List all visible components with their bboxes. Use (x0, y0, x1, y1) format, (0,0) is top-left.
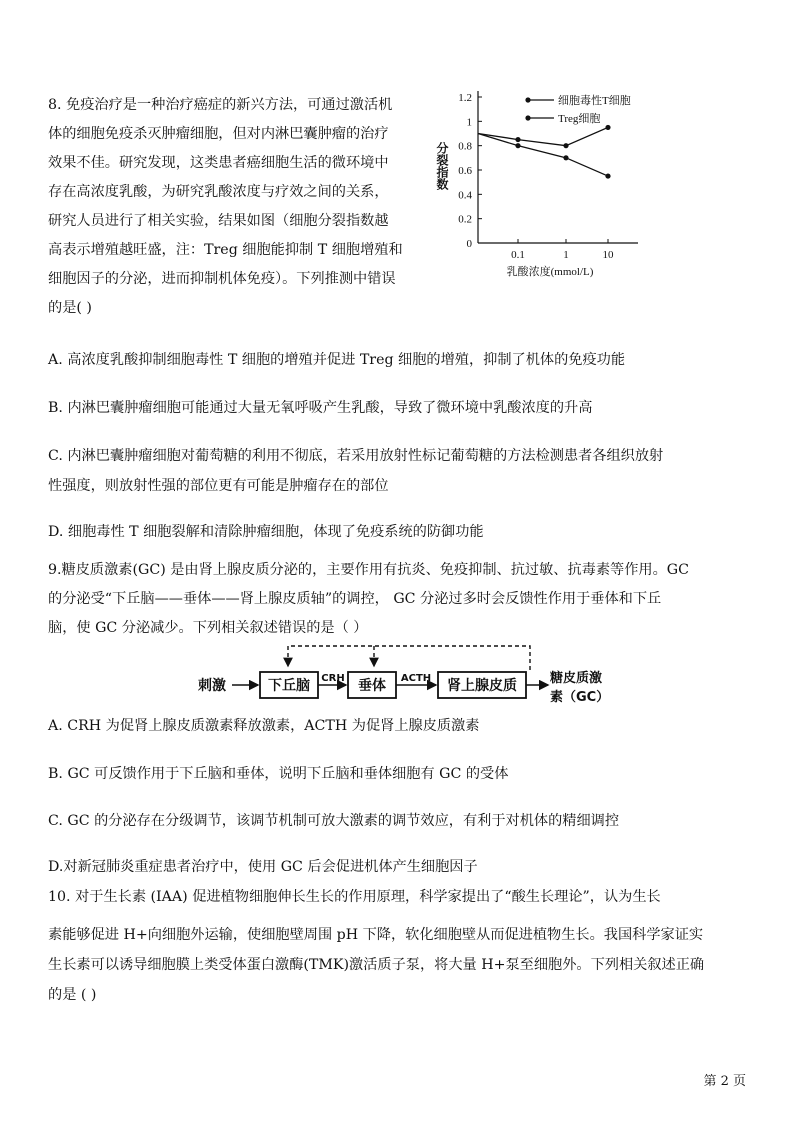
crh-label: CRH (321, 673, 345, 684)
q8-option-c: C. 内淋巴囊肿瘤细胞对葡萄糖的利用不彻底，若采用放射性标记葡萄糖的方法检测患者各组织放射 (48, 448, 664, 464)
q8-option-d: D. 细胞毒性 T 细胞裂解和清除肿瘤细胞，体现了免疫系统的防御功能 (48, 524, 484, 540)
adrenal-cortex-label: 肾上腺皮质 (447, 678, 517, 694)
data-point (605, 125, 610, 130)
q8-line: 效果不佳。研究发现，这类患者癌细胞生活的微环境中 (48, 155, 389, 171)
q10-line: 素能够促进 H+向细胞外运输，使细胞壁周围 pH 下降，软化细胞壁从而促进植物生长。我国科学家证实 (48, 927, 704, 943)
q8-line: 的是( ) (48, 300, 92, 316)
q10-line: 生长素可以诱导细胞膜上类受体蛋白激酶(TMK)激活质子泵，将大量 H+泵至细胞外。下列相关叙述正确 (48, 957, 705, 973)
pituitary-label: 垂体 (358, 678, 386, 694)
y-axis (458, 91, 482, 250)
q8-line: 高表示增殖越旺盛，注：Treg 细胞能抑制 T 细胞增殖和 (48, 242, 403, 258)
legend-marker (525, 97, 530, 102)
legend-label: Treg细胞 (558, 113, 601, 125)
x-tick-label: 0.1 (511, 249, 525, 261)
q8-option-c-cont: 性强度，则放射性强的部位更有可能是肿瘤存在的部位 (48, 478, 389, 494)
division-index-chart (420, 80, 660, 290)
series-group (478, 125, 611, 179)
page-number: 第 2 页 (703, 1074, 746, 1089)
q9-option-c: C. GC 的分泌存在分级调节，该调节机制可放大激素的调节效应，有利于对机体的精细调控 (48, 813, 620, 829)
legend (525, 93, 630, 125)
q8-line: 存在高浓度乳酸，为研究乳酸浓度与疗效之间的关系， (48, 184, 389, 200)
y-tick-label: 1.2 (458, 92, 472, 104)
data-point (515, 143, 520, 148)
q8-line: 细胞因子的分泌，进而抑制机体免疫）。下列推测中错误 (48, 271, 396, 287)
x-tick-label: 10 (602, 249, 614, 261)
legend-marker (525, 115, 530, 120)
data-point (563, 143, 568, 148)
x-axis-label: 乳酸浓度(mmol/L) (506, 266, 594, 278)
y-tick-label: 0.4 (458, 189, 472, 202)
q9-line: 9.糖皮质激素(GC) 是由肾上腺皮质分泌的，主要作用有抗炎、免疫抑制、抗过敏、抗毒素等作用。GC (48, 562, 689, 578)
gc-label-2: 素（GC） (550, 690, 610, 705)
q9-option-b: B. GC 可反馈作用于下丘脑和垂体，说明下丘脑和垂体细胞有 GC 的受体 (48, 766, 509, 782)
x-axis (478, 239, 638, 261)
q10-line: 10. 对于生长素 (IAA) 促进植物细胞伸长生长的作用原理，科学家提出了“酸生长理论”，认为生长 (48, 889, 661, 905)
data-point (563, 155, 568, 160)
stimulus-label: 刺激 (198, 678, 226, 694)
q8-line: 研究人员进行了相关实验，结果如图（细胞分裂指数越 (48, 213, 389, 229)
y-tick-label: 0.2 (458, 213, 472, 226)
y-tick-label: 0.6 (458, 165, 472, 177)
y-tick-label: 0 (466, 238, 472, 250)
series-line (478, 134, 608, 177)
data-point (515, 137, 520, 142)
hypothalamus-label: 下丘脑 (268, 678, 310, 694)
y-tick-label: 1 (466, 116, 472, 129)
q9-line: 脑，使 GC 分泌减少。下列相关叙述错误的是（ ） (48, 620, 368, 636)
q10-line: 的是 ( ) (48, 987, 97, 1003)
feedback-line (288, 646, 530, 670)
acth-label: ACTH (400, 673, 432, 684)
q9-option-a: A. CRH 为促肾上腺皮质激素释放激素，ACTH 为促肾上腺皮质激素 (48, 718, 480, 734)
gc-label-1: 糖皮质激 (550, 671, 603, 686)
hpa-axis-diagram (198, 640, 618, 710)
series-line (478, 127, 608, 145)
q8-line: 体的细胞免疫杀灭肿瘤细胞，但对内淋巴囊肿瘤的治疗 (48, 126, 389, 142)
q8-option-a: A. 高浓度乳酸抑制细胞毒性 T 细胞的增殖并促进 Treg 细胞的增殖，抑制了机体的免疫功能 (48, 352, 626, 368)
q9-option-d: D.对新冠肺炎重症患者治疗中，使用 GC 后会促进机体产生细胞因子 (48, 859, 478, 875)
data-point (605, 173, 610, 178)
x-tick-label: 1 (563, 249, 569, 261)
y-axis-label: 分裂指数 (435, 142, 449, 190)
q8-line: 8. 免疫治疗是一种治疗癌症的新兴方法，可通过激活机 (48, 97, 393, 113)
q9-line: 的分泌受“下丘脑——垂体——肾上腺皮质轴”的调控， GC 分泌过多时会反馈性作用于垂体和下丘 (48, 591, 662, 607)
y-tick-label: 0.8 (458, 140, 472, 153)
legend-label: 细胞毒性T细胞 (558, 95, 631, 107)
q8-option-b: B. 内淋巴囊肿瘤细胞可能通过大量无氧呼吸产生乳酸，导致了微环境中乳酸浓度的升高 (48, 400, 593, 416)
